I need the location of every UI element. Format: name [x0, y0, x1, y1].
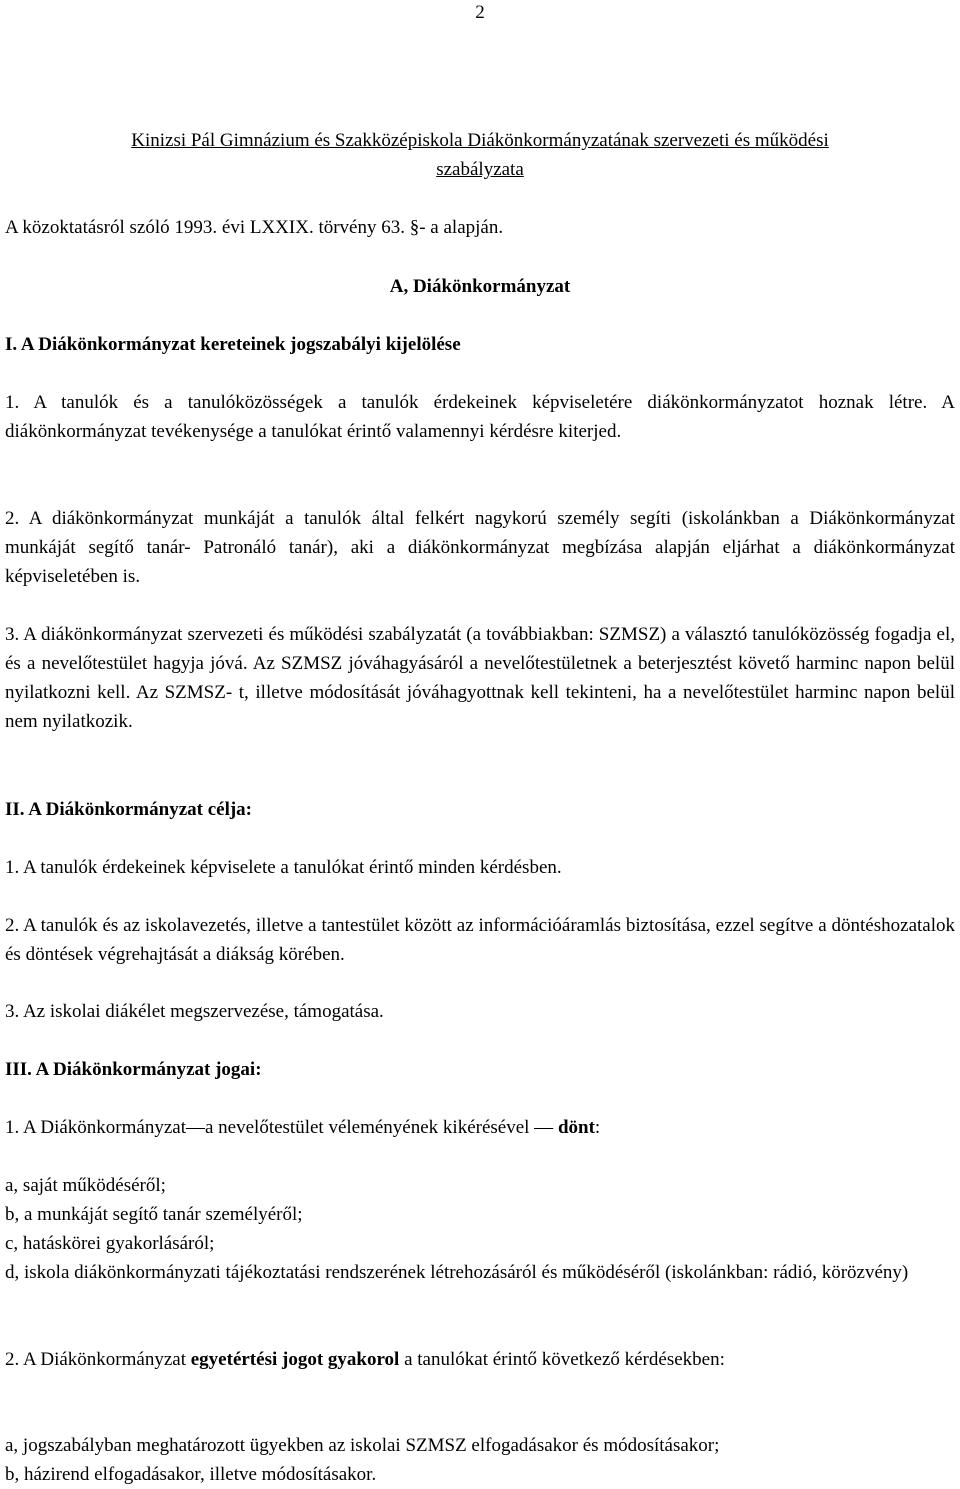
- section-3-paragraph-1: [5, 1113, 955, 1142]
- list-item: a, jogszabályban meghatározott ügyekben az iskolai SZMSZ elfogadásakor és módosításakor;: [5, 1435, 720, 1456]
- legal-basis: A közoktatásról szóló 1993. évi LXXIX. törvény 63. §- a alapján.: [5, 217, 504, 238]
- section-a-heading: A, Diákönkormányzat: [389, 276, 571, 297]
- section-1-paragraph-3: 3. A diákönkormányzat szervezeti és működési szabályzatát (a továbbiakban: SZMSZ) a választó tanulóközösség fogadja el, és a nevelőtestület hagyja jóvá. Az SZMSZ jóváhagyásáról a nevelőtestületnek a beterjesztést követő harminc napon belül nyilatkozni kell. Az SZMSZ- t, illetve módosítását jóváhagyottnak kell tekinteni, ha a nevelőtestület harminc napon belül nem nyilatkozik.: [5, 624, 955, 732]
- list-item: c, hatáskörei gyakorlásáról;: [5, 1233, 215, 1254]
- section-3-p2-text: 2. A Diákönkormányzat: [5, 1349, 191, 1370]
- list-item: d, iskola diákönkormányzati tájékoztatási rendszerének létrehozásáról és működéséről (iskolánkban: rádió, körözvény): [5, 1262, 909, 1283]
- section-3-p1-bold: dönt: [557, 1117, 595, 1138]
- section-3-p2-end: a tanulókat érintő következő kérdésekben:: [399, 1349, 725, 1370]
- section-3-paragraph-2: [5, 1345, 955, 1374]
- title-line-2: szabályzata: [436, 159, 524, 180]
- section-3-p2-bold: egyetértési jogot gyakorol: [190, 1349, 400, 1370]
- section-3-p1-end: :: [594, 1117, 601, 1138]
- section-1-paragraph-2: 2. A diákönkormányzat munkáját a tanulók által felkért nagykorú személy segíti (iskolánkban a Diákönkormányzat munkáját segítő tanár- Patronáló tanár), aki a diákönkormányzat megbízása alapján eljárhat a diákönkormányzat képviseletében is.: [5, 508, 955, 587]
- list-item: a, saját működéséről;: [5, 1175, 166, 1196]
- document-title: [5, 126, 955, 184]
- section-1-paragraph-1: 1. A tanulók és a tanulóközösségek a tanulók érdekeinek képviseletére diákönkormányzatot hoznak létre. A diákönkormányzat tevékenysége a tanulókat érintő valamennyi kérdésre kiterjed.: [5, 392, 955, 442]
- section-2-heading: II. A Diákönkormányzat célja:: [5, 799, 252, 820]
- list-item: b, a munkáját segítő tanár személyéről;: [5, 1204, 303, 1225]
- section-3-heading: III. A Diákönkormányzat jogai:: [5, 1059, 262, 1080]
- section-1-heading: I. A Diákönkormányzat kereteinek jogszabályi kijelölése: [5, 334, 461, 355]
- section-3-list-1: [5, 1171, 955, 1287]
- section-2-paragraph-3: 3. Az iskolai diákélet megszervezése, támogatása.: [5, 1001, 384, 1022]
- title-line-1: Kinizsi Pál Gimnázium és Szakközépiskola Diákönkormányzatának szervezeti és működési: [131, 130, 829, 151]
- section-2-paragraph-2: 2. A tanulók és az iskolavezetés, illetve a tantestület között az információáramlás biztosítása, ezzel segítve a döntéshozatalok és döntések végrehajtását a diákság körében.: [5, 915, 955, 965]
- list-item: b, házirend elfogadásakor, illetve módosításakor.: [5, 1464, 377, 1485]
- page-number: 2: [475, 2, 485, 23]
- section-2-paragraph-1: 1. A tanulók érdekeinek képviselete a tanulókat érintő minden kérdésben.: [5, 857, 562, 878]
- section-3-p1-text: 1. A Diákönkormányzat—a nevelőtestület véleményének kikérésével —: [5, 1117, 558, 1138]
- section-3-list-2: [5, 1431, 955, 1489]
